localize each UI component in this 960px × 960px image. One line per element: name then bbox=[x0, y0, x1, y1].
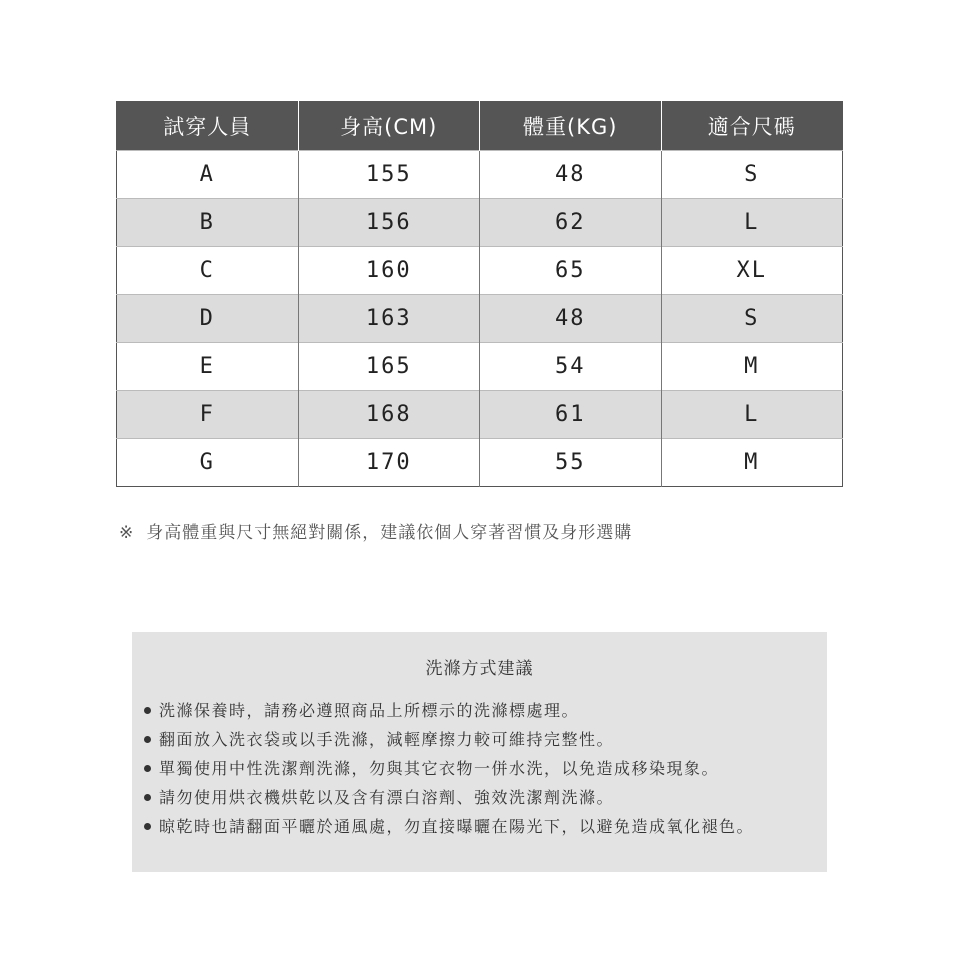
care-item-text: 單獨使用中性洗潔劑洗滌，勿與其它衣物一併水洗，以免造成移染現象。 bbox=[159, 759, 720, 778]
cell-height: 163 bbox=[298, 295, 480, 343]
bullet-icon bbox=[144, 707, 151, 714]
note-text: 身高體重與尺寸無絕對關係，建議依個人穿著習慣及身形選購 bbox=[146, 523, 633, 543]
cell-height: 170 bbox=[298, 439, 480, 487]
bullet-icon bbox=[144, 823, 151, 830]
cell-weight: 54 bbox=[480, 343, 662, 391]
header-height: 身高(CM) bbox=[298, 102, 480, 151]
header-weight: 體重(KG) bbox=[480, 102, 662, 151]
bullet-icon bbox=[144, 765, 151, 772]
cell-weight: 61 bbox=[480, 391, 662, 439]
list-item bbox=[144, 754, 754, 783]
list-item bbox=[144, 696, 754, 725]
list-item bbox=[144, 812, 754, 841]
bullet-icon bbox=[144, 794, 151, 801]
cell-weight: 48 bbox=[480, 151, 662, 199]
table-row bbox=[117, 295, 843, 343]
cell-weight: 55 bbox=[480, 439, 662, 487]
cell-height: 168 bbox=[298, 391, 480, 439]
cell-height: 155 bbox=[298, 151, 480, 199]
cell-size: L bbox=[661, 391, 843, 439]
header-size: 適合尺碼 bbox=[661, 102, 843, 151]
care-list bbox=[144, 696, 754, 841]
list-item bbox=[144, 783, 754, 812]
table-row bbox=[117, 439, 843, 487]
bullet-icon bbox=[144, 736, 151, 743]
care-instructions-panel bbox=[132, 632, 827, 872]
cell-weight: 48 bbox=[480, 295, 662, 343]
cell-size: M bbox=[661, 439, 843, 487]
header-person: 試穿人員 bbox=[117, 102, 299, 151]
cell-height: 160 bbox=[298, 247, 480, 295]
care-item-text: 洗滌保養時，請務必遵照商品上所標示的洗滌標處理。 bbox=[159, 701, 580, 720]
cell-person: B bbox=[117, 199, 299, 247]
cell-height: 165 bbox=[298, 343, 480, 391]
size-chart-table bbox=[116, 101, 843, 487]
table-row bbox=[117, 391, 843, 439]
cell-person: E bbox=[117, 343, 299, 391]
care-item-text: 翻面放入洗衣袋或以手洗滌，減輕摩擦力較可維持完整性。 bbox=[159, 730, 615, 749]
cell-person: A bbox=[117, 151, 299, 199]
table-row bbox=[117, 343, 843, 391]
table-header-row bbox=[117, 102, 843, 151]
cell-height: 156 bbox=[298, 199, 480, 247]
size-disclaimer-note bbox=[119, 518, 632, 543]
cell-size: M bbox=[661, 343, 843, 391]
cell-person: D bbox=[117, 295, 299, 343]
cell-weight: 65 bbox=[480, 247, 662, 295]
cell-person: F bbox=[117, 391, 299, 439]
cell-size: S bbox=[661, 295, 843, 343]
care-item-text: 請勿使用烘衣機烘乾以及含有漂白溶劑、強效洗潔劑洗滌。 bbox=[159, 788, 615, 807]
list-item bbox=[144, 725, 754, 754]
cell-weight: 62 bbox=[480, 199, 662, 247]
cell-person: C bbox=[117, 247, 299, 295]
care-item-text: 晾乾時也請翻面平曬於通風處，勿直接曝曬在陽光下，以避免造成氧化褪色。 bbox=[159, 817, 755, 836]
table-row bbox=[117, 151, 843, 199]
care-title: 洗滌方式建議 bbox=[425, 659, 534, 679]
cell-size: L bbox=[661, 199, 843, 247]
cell-person: G bbox=[117, 439, 299, 487]
table-row bbox=[117, 247, 843, 295]
table-row bbox=[117, 199, 843, 247]
reference-mark-icon: ※ bbox=[119, 523, 135, 543]
cell-size: S bbox=[661, 151, 843, 199]
cell-size: XL bbox=[661, 247, 843, 295]
